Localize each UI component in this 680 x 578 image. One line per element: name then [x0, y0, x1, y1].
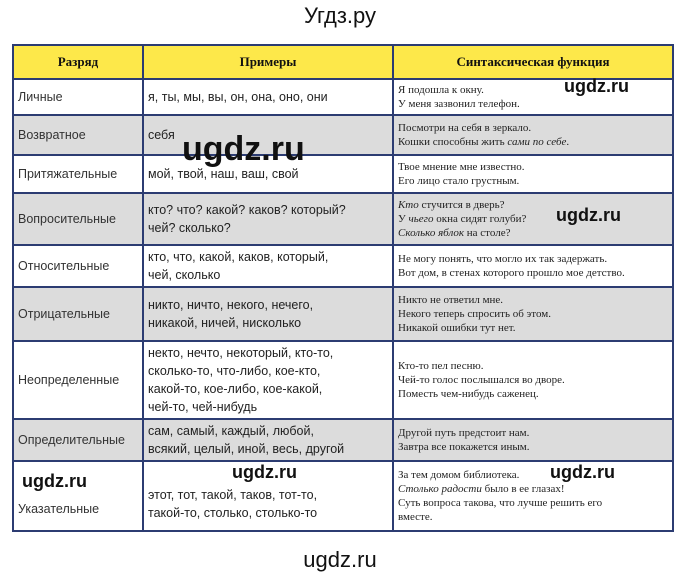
- header-examples: Примеры: [143, 45, 393, 79]
- examples-line: какой-то, кое-либо, кое-какой,: [148, 382, 323, 396]
- function-sentence: [398, 174, 668, 188]
- table-header-row: [13, 45, 673, 79]
- examples-cell: [143, 79, 393, 115]
- sentence-text: на столе?: [464, 227, 511, 239]
- examples-line: сколько-то, что-либо, кое-кто,: [148, 364, 321, 378]
- function-sentence: [398, 510, 668, 524]
- watermark: ugdz.ru: [556, 205, 621, 225]
- function-sentence: [398, 426, 668, 440]
- table-row: [13, 245, 673, 287]
- sentence-text: У: [398, 213, 409, 225]
- examples-line: кто, что, какой, каков, который,: [148, 250, 329, 264]
- category-cell: Возвратное: [13, 115, 143, 155]
- sentence-text: Посмотри на себя в зеркало.: [398, 122, 532, 134]
- examples-line: мой, твой, наш, ваш, свой: [148, 167, 299, 181]
- function-cell: [393, 419, 673, 461]
- examples-cell: [143, 419, 393, 461]
- function-sentence: [398, 252, 668, 266]
- function-sentence: [398, 135, 668, 149]
- function-cell: [393, 155, 673, 193]
- sentence-text: было в ее глазах!: [481, 483, 565, 495]
- function-sentence: [398, 266, 668, 280]
- function-sentence: [398, 321, 668, 335]
- sentence-text: Его лицо стало грустным.: [398, 175, 520, 187]
- sentence-text: вместе.: [398, 511, 433, 523]
- sentence-text: .: [566, 136, 570, 148]
- sentence-text: Завтра все покажется иным.: [398, 441, 530, 453]
- sentence-text: Никакой ошибки тут нет.: [398, 322, 516, 334]
- examples-cell: [143, 287, 393, 341]
- sentence-text: Поместь чем-нибудь саженец.: [398, 388, 539, 400]
- function-cell: [393, 341, 673, 419]
- function-sentence: [398, 496, 668, 510]
- sentence-text: Чей-то голос послышался во дворе.: [398, 374, 565, 386]
- examples-line: чей, сколько: [148, 268, 221, 282]
- examples-line: всякий, целый, иной, весь, другой: [148, 442, 345, 456]
- category-cell: Притяжательные: [13, 155, 143, 193]
- sentence-text: Никто не ответил мне.: [398, 294, 504, 306]
- table-row: [13, 341, 673, 419]
- function-sentence: [398, 307, 668, 321]
- examples-line: этот, тот, такой, таков, тот-то,: [148, 488, 318, 502]
- category-cell: Неопределенные: [13, 341, 143, 419]
- table-row: [13, 115, 673, 155]
- category-cell: Указательные: [13, 461, 143, 531]
- watermark: ugdz.ru: [564, 76, 629, 96]
- function-cell: [393, 245, 673, 287]
- watermark: ugdz.ru: [550, 462, 615, 482]
- sentence-text: Я подошла к окну.: [398, 84, 484, 96]
- category-cell: Вопросительные: [13, 193, 143, 245]
- site-title: Угдз.ру: [303, 3, 377, 28]
- function-cell: [393, 193, 673, 245]
- category-cell: Личные: [13, 79, 143, 115]
- sentence-text: У меня зазвонил телефон.: [398, 98, 520, 110]
- examples-line: никакой, ничей, нисколько: [148, 316, 302, 330]
- sentence-text: окна сидят голуби?: [433, 213, 527, 225]
- examples-line: я, ты, мы, вы, он, она, оно, они: [148, 90, 328, 104]
- sentence-text: Не могу понять, что могло их так задержать.: [398, 253, 608, 265]
- function-cell: [393, 115, 673, 155]
- watermark-large: ugdz.ru: [182, 130, 305, 168]
- function-sentence: [398, 440, 668, 454]
- sentence-text: За тем домом библиотека.: [398, 469, 520, 481]
- function-sentence: [398, 468, 668, 482]
- watermark: ugdz.ru: [232, 462, 297, 482]
- function-sentence: [398, 226, 668, 240]
- function-sentence: [398, 97, 668, 111]
- examples-line: никто, ничто, некого, нечего,: [148, 298, 314, 312]
- table-row: [13, 155, 673, 193]
- sentence-text: Кто-то пел песню.: [398, 360, 484, 372]
- category-cell: Относительные: [13, 245, 143, 287]
- function-sentence: [398, 198, 668, 212]
- examples-line: кто? что? какой? каков? который?: [148, 203, 346, 217]
- category-cell: Определительные: [13, 419, 143, 461]
- pronoun-italic: сами по себе: [507, 136, 567, 148]
- examples-line: такой-то, столько, столько-то: [148, 506, 318, 520]
- function-sentence: [398, 387, 668, 401]
- examples-cell: [143, 245, 393, 287]
- examples-line: сам, самый, каждый, любой,: [148, 424, 314, 438]
- function-sentence: [398, 373, 668, 387]
- sentence-text: Другой путь предстоит нам.: [398, 427, 530, 439]
- examples-line: чей? сколько?: [148, 221, 231, 235]
- function-sentence: [398, 293, 668, 307]
- sentence-text: стучится в дверь?: [418, 199, 505, 211]
- sentence-text: Вот дом, в стенах которого прошло мое детство.: [398, 267, 625, 279]
- pronoun-italic: Сколько яблок: [398, 227, 465, 239]
- site-footer: ugdz.ru: [303, 547, 377, 572]
- function-cell: [393, 287, 673, 341]
- pronoun-italic: чьего: [408, 213, 434, 225]
- examples-line: некто, нечто, некоторый, кто-то,: [148, 346, 334, 360]
- function-cell: [393, 461, 673, 531]
- watermark: ugdz.ru: [22, 471, 87, 491]
- function-sentence: [398, 359, 668, 373]
- function-sentence: [398, 160, 668, 174]
- pronoun-table-container: [12, 44, 672, 532]
- pronoun-italic: Кто: [398, 199, 419, 211]
- examples-line: чей-то, чей-нибудь: [148, 400, 258, 414]
- function-cell: [393, 79, 673, 115]
- sentence-text: Суть вопроса такова, что лучше решить его: [398, 497, 603, 509]
- sentence-text: Некого теперь спросить об этом.: [398, 308, 551, 320]
- header-category: Разряд: [13, 45, 143, 79]
- sentence-text: Кошки способны жить: [398, 136, 508, 148]
- examples-line: себя: [148, 128, 175, 142]
- table-row: [13, 419, 673, 461]
- examples-cell: [143, 341, 393, 419]
- category-cell: Отрицательные: [13, 287, 143, 341]
- sentence-text: Твое мнение мне известно.: [398, 161, 525, 173]
- examples-cell: [143, 193, 393, 245]
- function-sentence: [398, 482, 668, 496]
- header-function: Синтаксическая функция: [393, 45, 673, 79]
- pronoun-italic: Столько радости: [398, 483, 482, 495]
- function-sentence: [398, 212, 668, 226]
- function-sentence: [398, 121, 668, 135]
- pronoun-categories-table: [12, 44, 674, 532]
- table-row: [13, 287, 673, 341]
